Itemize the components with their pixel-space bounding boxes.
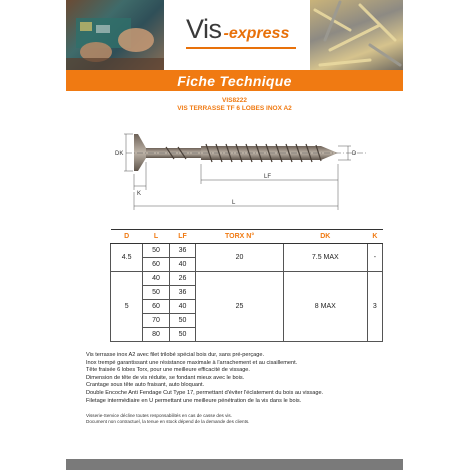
description-line: Crantage sous tête auto fraisant, auto bloquant. bbox=[86, 382, 205, 389]
product-description bbox=[86, 352, 386, 405]
table-row bbox=[111, 272, 383, 286]
cell-lf: 36 bbox=[169, 286, 195, 300]
label-dk: DK bbox=[115, 151, 124, 157]
cell-l: 50 bbox=[143, 244, 169, 258]
brand-underline bbox=[186, 47, 296, 49]
header-l: L bbox=[143, 230, 169, 244]
cell-lf: 50 bbox=[169, 328, 195, 342]
label-l: L bbox=[232, 200, 236, 206]
datasheet-page bbox=[66, 0, 403, 470]
fiche-technique-banner bbox=[66, 70, 403, 91]
brand-suffix: -express bbox=[223, 25, 290, 42]
description-line: Filetage intermédiaire en U permettant une meilleure pénétration de la vis dans le bois. bbox=[86, 397, 302, 404]
description-line: Tête fraisée 6 lobes Torx, pour une meilleure efficacité de vissage. bbox=[86, 367, 250, 374]
cell-l: 80 bbox=[143, 328, 169, 342]
label-k: K bbox=[137, 191, 142, 197]
cell-dk: 8 MAX bbox=[283, 272, 367, 342]
cell-torx: 25 bbox=[196, 272, 284, 342]
cell-l: 50 bbox=[143, 286, 169, 300]
cell-dk: 7.5 MAX bbox=[283, 244, 367, 272]
brand-logo bbox=[186, 14, 289, 45]
screw-head bbox=[134, 134, 146, 171]
header-photo-workshop bbox=[66, 0, 164, 70]
label-d: D bbox=[352, 151, 357, 157]
product-designation: VIS TERRASSE TF 6 LOBES INOX A2 bbox=[177, 105, 292, 112]
cell-lf: 26 bbox=[169, 272, 195, 286]
cell-l: 60 bbox=[143, 300, 169, 314]
header bbox=[66, 0, 403, 70]
cell-d: 5 bbox=[111, 272, 143, 342]
header-torx: TORX N° bbox=[196, 230, 284, 244]
description-line: Double Encoche Anti Fendage Cut Type 17, permettant d'éviter l'éclatement du bois au vissage. bbox=[86, 389, 324, 396]
cell-l: 70 bbox=[143, 314, 169, 328]
specification-table bbox=[110, 229, 383, 342]
cell-l: 40 bbox=[143, 272, 169, 286]
cell-torx: 20 bbox=[196, 244, 284, 272]
description-line: Dimension de tête de vis réduite, se fondant mieux avec le bois. bbox=[86, 374, 245, 381]
header-k: K bbox=[367, 230, 382, 244]
cell-lf: 50 bbox=[169, 314, 195, 328]
cell-d: 4.5 bbox=[111, 244, 143, 272]
label-lf: LF bbox=[264, 174, 272, 180]
cell-k: 3 bbox=[367, 272, 382, 342]
cell-lf: 40 bbox=[169, 300, 195, 314]
description-line: Inox trempé garantissant une résistance maximale à l'arrachement et au cisaillement. bbox=[86, 359, 298, 366]
note-line: Visserie-Service décline toutes responsabilités en cas de casse des vis. bbox=[86, 413, 232, 418]
header-lf: LF bbox=[169, 230, 195, 244]
cell-lf: 40 bbox=[169, 258, 195, 272]
header-photo-screws bbox=[310, 0, 403, 70]
cell-k: - bbox=[367, 244, 382, 272]
brand-name: Vis bbox=[186, 14, 222, 44]
footer-bar bbox=[66, 459, 403, 470]
cell-lf: 36 bbox=[169, 244, 195, 258]
note-line: Document non contractuel, la tenue en stock dépend de la demande des clients. bbox=[86, 419, 250, 424]
header-dk: DK bbox=[283, 230, 367, 244]
description-line: Vis terrasse inox A2 avec filet trilobé spécial bois dur, sans pré-perçage. bbox=[86, 352, 265, 358]
table-header-row bbox=[111, 230, 383, 244]
banner-title: Fiche Technique bbox=[177, 72, 292, 89]
product-reference: VIS8222 bbox=[222, 97, 247, 104]
cell-l: 60 bbox=[143, 258, 169, 272]
disclaimer-notes bbox=[86, 413, 386, 425]
screw-technical-drawing bbox=[66, 120, 403, 215]
header-d: D bbox=[111, 230, 143, 244]
table-row bbox=[111, 244, 383, 258]
